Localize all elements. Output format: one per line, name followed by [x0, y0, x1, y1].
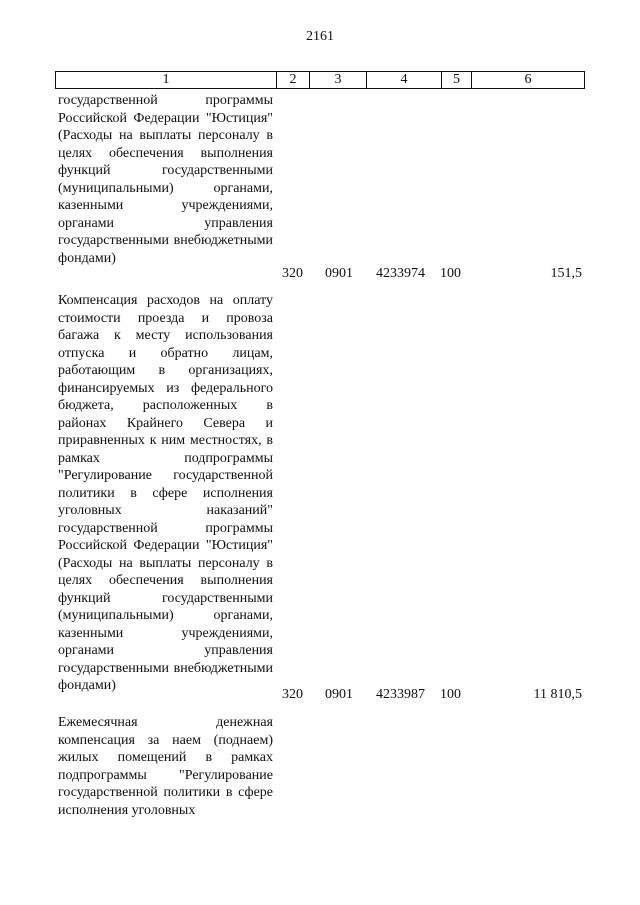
row-2-description: Компенсация расходов на оплату стоимости проезда и провоза багажа к месту использования отпуска и обратно лицам, работающим в организациях, финансируемых из федерального бюджета, расположенных в районах Крайнего Севера и приравненных к ним местностях, в рамках подпрограммы "Регулирование государственной политики в сфере исполнения уголовных наказаний" государственной программы Российской Федерации "Юстиция" (Расходы на выплаты персоналу в целях обеспечения выполнения функций государственными (муниципальными) органами, казенными учреждениями, органами управления государственными внебюджетными фондами): [58, 293, 273, 693]
header-col-2: 2: [276, 72, 309, 88]
page-number: 2161: [306, 29, 334, 44]
row-2-col2: 320: [282, 687, 303, 702]
header-col-6: 6: [471, 72, 584, 88]
header-col-5: 5: [441, 72, 471, 88]
header-col-3: 3: [309, 72, 366, 88]
row-1-description: государственной программы Российской Федерации "Юстиция" (Расходы на выплаты персоналу в целях обеспечения выполнения функций государственными (муниципальными) органами, казенными учреждениями, органами управления государственными внебюджетными фондами): [58, 93, 273, 266]
header-col-1: 1: [162, 72, 170, 87]
table-header: [55, 71, 585, 89]
row-2-col5: 100: [440, 687, 461, 702]
row-1-col3: 0901: [325, 266, 353, 281]
row-3-description: Ежемесячная денежная компенсация за наем (поднаем) жилых помещений в рамках подпрограммы "Регулирование государственной политики в сфере исполнения уголовных: [58, 715, 273, 818]
row-1-col5: 100: [440, 266, 461, 281]
row-2-col3: 0901: [325, 687, 353, 702]
row-2-col4: 4233987: [376, 687, 425, 702]
header-col-4: 4: [366, 72, 441, 88]
row-1-col2: 320: [282, 266, 303, 281]
row-1-col4: 4233974: [376, 266, 425, 281]
row-1-amount: 151,5: [550, 266, 582, 281]
row-2-amount: 11 810,5: [533, 687, 582, 702]
